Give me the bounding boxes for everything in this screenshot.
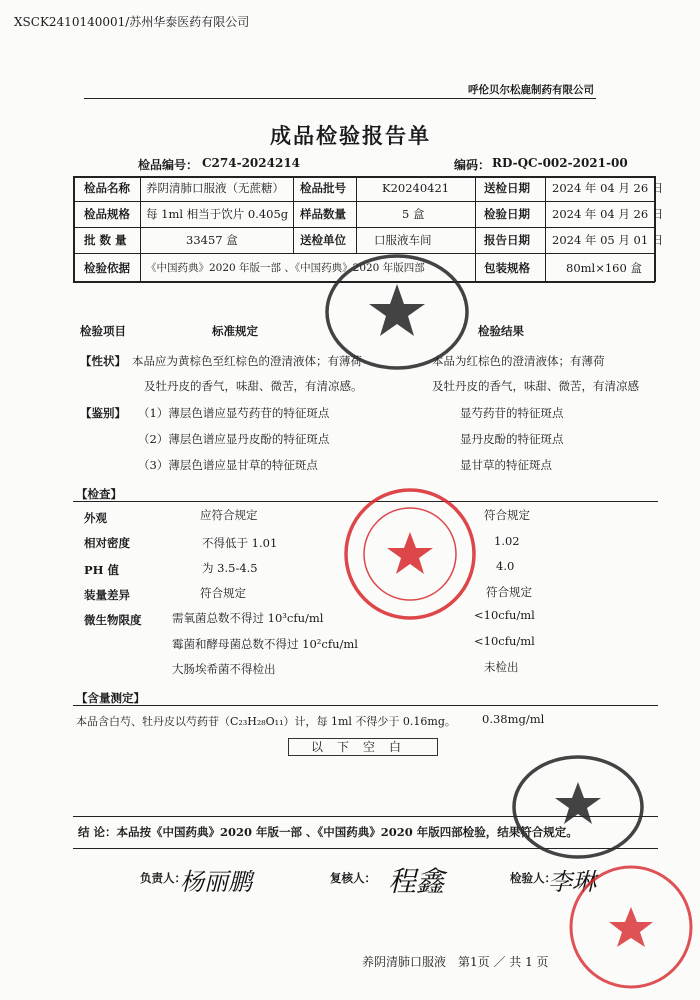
sample-qty: 5 盒: [402, 207, 425, 221]
packing: 80ml×160 盒: [566, 261, 642, 275]
inspect-result-1: 符合规定: [484, 508, 530, 522]
inspect-result-4: 符合规定: [486, 585, 532, 599]
header-rule: [84, 98, 596, 99]
spec-value: 每 1ml 相当于饮片 0.405g: [146, 207, 289, 221]
send-date-label: 送检日期: [484, 181, 530, 195]
reviewer-label: 复核人：: [330, 871, 376, 885]
inspect-standard-1: 应符合规定: [200, 508, 258, 522]
ident-result-1: 显芍药苷的特征斑点: [460, 406, 564, 420]
col-result-header: 检验结果: [478, 324, 524, 338]
conclusion: 结 论：本品按《中国药典》2020 年版一部 、《中国药典》2020 年版四部检验，结果符合规定。: [78, 825, 578, 839]
ident-standard-2: （2）薄层色谱应显丹皮酚的特征斑点: [138, 432, 330, 446]
product-name: 养阴清肺口服液（无蔗糖）: [146, 181, 284, 195]
assay-standard: 本品含白芍、牡丹皮以芍药苷（C₂₃H₂₈O₁₁）计，每 1ml 不得少于 0.16mg。: [76, 715, 456, 728]
report-date-label: 报告日期: [484, 233, 530, 247]
sample-qty-label: 样品数量: [300, 207, 346, 221]
ident-standard-3: （3）薄层色谱应显甘草的特征斑点: [138, 458, 318, 472]
ident-standard-1: （1）薄层色谱应显芍药苷的特征斑点: [138, 406, 330, 420]
report-number-label: 检品编号：: [138, 158, 199, 172]
code: RD-QC-002-2021-00: [492, 156, 628, 170]
code-label: 编码：: [454, 158, 491, 172]
spec-label: 检品规格: [84, 207, 130, 221]
character-result-2: 及牡丹皮的香气，味甜、微苦，有清凉感: [432, 379, 639, 393]
ident-result-3: 显甘草的特征斑点: [460, 458, 552, 472]
inspect-name-1: 外观: [84, 511, 107, 525]
assay-rule: [73, 705, 658, 706]
character-standard-1: 本品应为黄棕色至红棕色的澄清液体；有薄荷: [132, 354, 362, 368]
sender: 口服液车间: [374, 233, 432, 247]
inspect-standard-5: 需氧菌总数不得过 10³cfu/ml: [172, 611, 324, 625]
assay-result: 0.38mg/ml: [482, 712, 545, 726]
red-stamp-2-icon: [566, 862, 696, 992]
end-mark: 以下空白: [288, 738, 438, 756]
inspect-standard-3: 为 3.5-4.5: [202, 561, 258, 575]
inspect-standard-2: 不得低于 1.01: [202, 536, 278, 550]
basis-label: 检验依据: [84, 261, 130, 275]
inspect-name-5: 微生物限度: [84, 613, 142, 627]
report-number: C274-2024214: [202, 156, 301, 170]
page-footer: 养阴清肺口服液 第1页 ／ 共 1 页: [362, 955, 549, 969]
ident-result-2: 显丹皮酚的特征斑点: [460, 432, 564, 446]
inspect-standard-4: 符合规定: [200, 586, 246, 600]
inspect-result-5: <10cfu/ml: [474, 608, 535, 622]
section-identification: 【鉴别】: [80, 406, 126, 420]
character-result-1: 本品为红棕色的澄清液体；有薄荷: [432, 354, 605, 368]
page-title: 成品检验报告单: [270, 123, 431, 148]
col-item-header: 检验项目: [80, 324, 126, 338]
inspect-standard-7: 大肠埃希菌不得检出: [172, 662, 276, 676]
report-date: 2024 年 05 月 01 日: [552, 233, 664, 247]
qc-stamp-2-icon: [508, 752, 648, 862]
product-name-label: 检品名称: [84, 181, 130, 195]
responsible-signature: 杨丽鹏: [180, 868, 252, 896]
section-assay: 【含量测定】: [76, 691, 145, 705]
character-standard-2: 及牡丹皮的香气，味甜、微苦，有清凉感。: [144, 379, 363, 393]
col-standard-header: 标准规定: [212, 324, 258, 338]
responsible-label: 负责人：: [140, 871, 186, 885]
inspect-name-2: 相对密度: [84, 536, 130, 550]
send-date: 2024 年 04 月 26 日: [552, 181, 664, 195]
inspect-name-3: PH 值: [84, 563, 120, 577]
lot-qty-label: 批 数 量: [84, 233, 127, 247]
inspector-label: 检验人：: [510, 871, 556, 885]
inspector-signature: 李琳: [548, 868, 596, 896]
inspect-result-3: 4.0: [496, 559, 515, 573]
basis: 《中国药典》2020 年版一部 、《中国药典》2020 年版四部: [146, 262, 425, 274]
test-date-label: 检验日期: [484, 207, 530, 221]
inspect-result-2: 1.02: [494, 534, 520, 548]
reviewer-signature: 程鑫: [388, 865, 445, 898]
inspect-result-7: 未检出: [484, 660, 519, 674]
section-character: 【性状】: [80, 354, 126, 368]
top-note: XSCK2410140001/苏州华泰医药有限公司: [14, 15, 250, 29]
section-inspection: 【检查】: [76, 487, 122, 501]
sender-label: 送检单位: [300, 233, 346, 247]
qc-stamp-icon: [322, 252, 472, 372]
red-stamp-icon: [340, 484, 480, 624]
packing-label: 包装规格: [484, 261, 530, 275]
batch-number: K20240421: [382, 181, 450, 195]
inspect-result-6: <10cfu/ml: [474, 634, 535, 648]
inspect-name-4: 装量差异: [84, 588, 130, 602]
batch-label: 检品批号: [300, 181, 346, 195]
company-name: 呼伦贝尔松鹿制药有限公司: [468, 84, 594, 96]
inspect-standard-6: 霉菌和酵母菌总数不得过 10²cfu/ml: [172, 637, 358, 651]
lot-qty: 33457 盒: [186, 233, 238, 247]
test-date: 2024 年 04 月 26 日: [552, 207, 664, 221]
